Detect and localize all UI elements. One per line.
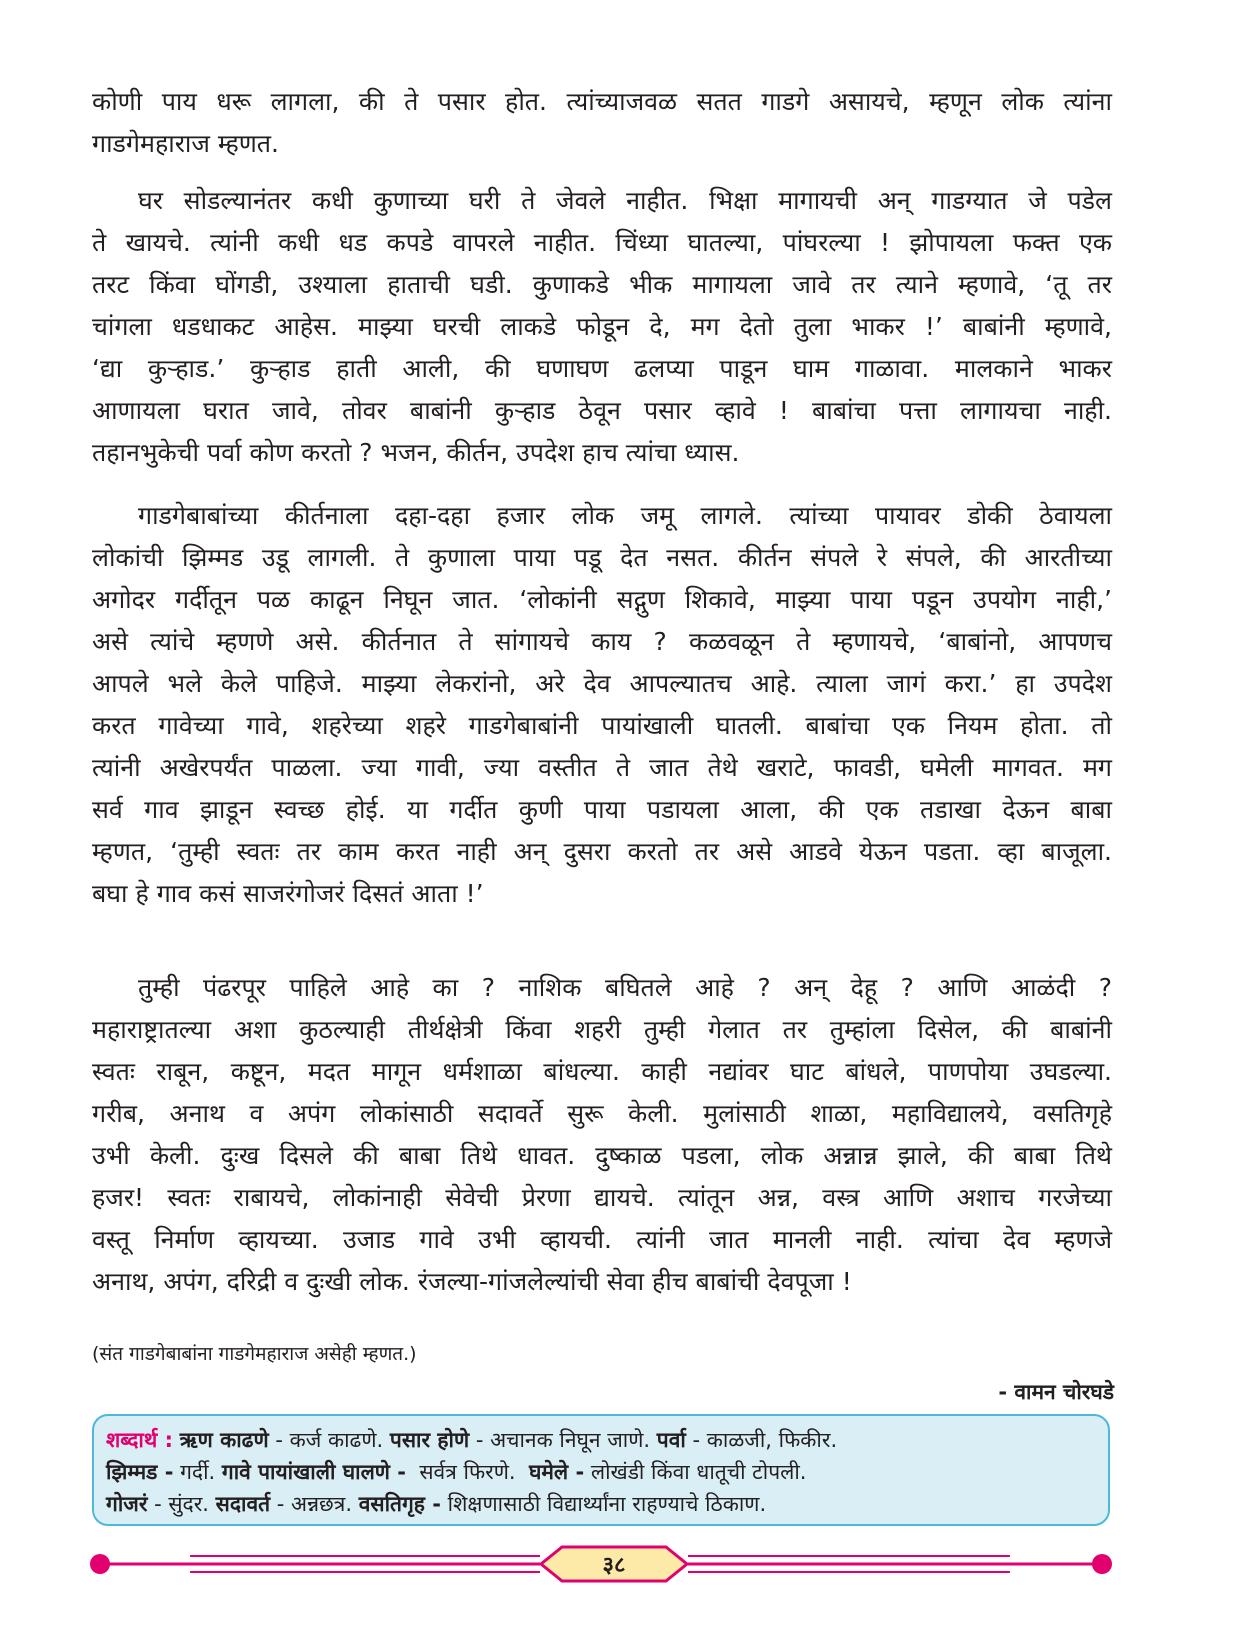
glossary-term: झिम्मड - bbox=[106, 1460, 174, 1484]
footer-dot-left bbox=[90, 1554, 110, 1574]
glossary-meaning: लोखंडी किंवा धातूची टोपली. bbox=[584, 1460, 807, 1484]
paragraph-3 bbox=[92, 495, 1112, 915]
text-line: चांगला धडधाकट आहेस. माझ्या घरची लाकडे फोडून दे, मग देतो तुला भाकर !’ बाबांनी म्हणावे, bbox=[92, 312, 1112, 341]
text-line: गाडगेमहाराज म्हणत. bbox=[92, 129, 279, 158]
glossary-meaning: - सुंदर. bbox=[147, 1492, 216, 1516]
glossary-term: ऋण काढणे bbox=[179, 1428, 269, 1452]
text-line: ते खायचे. त्यांनी कधी धड कपडे वापरले नाहीत. चिंध्या घातल्या, पांघरल्या ! झोपायला फक्त एक bbox=[92, 228, 1112, 257]
text-line: ‘द्या कुऱ्हाड.’ कुऱ्हाड हाती आली, की घणाघण ढलप्या पाडून घाम गाळावा. मालकाने भाकर bbox=[92, 354, 1112, 383]
glossary-term: पसार होणे bbox=[389, 1428, 470, 1452]
footnote: (संत गाडगेबाबांना गाडगेमहाराज असेही म्हणत.) bbox=[92, 1343, 417, 1365]
text-line: उभी केली. दुःख दिसले की बाबा तिथे धावत. दुष्काळ पडला, लोक अन्नान्न झाले, की बाबा तिथे bbox=[92, 1141, 1112, 1170]
glossary-lines bbox=[106, 1424, 1096, 1520]
text-line: वस्तू निर्माण व्हायच्या. उजाड गावे उभी व्हायची. त्यांनी जात मानली नाही. त्यांचा देव म्हणजे bbox=[92, 1225, 1112, 1254]
glossary-box bbox=[92, 1414, 1110, 1526]
text-line: अगोदर गर्दीतून पळ काढून निघून जात. ‘लोकांनी सद्गुण शिकावे, माझ्या पाया पडून उपयोग नाही,’ bbox=[92, 585, 1112, 614]
text-line: बघा हे गाव कसं साजरंगोजरं दिसतं आता !’ bbox=[92, 879, 484, 908]
text-line: आपले भले केले पाहिजे. माझ्या लेकरांनो, अरे देव आपल्यातच आहे. त्याला जागं करा.’ हा उपदेश bbox=[92, 669, 1112, 698]
glossary-meaning: - अन्नछत्र. bbox=[270, 1492, 359, 1516]
author-credit: - वामन चोरघडे bbox=[998, 1380, 1114, 1404]
text-line: गरीब, अनाथ व अपंग लोकांसाठी सदावर्ते सुरू केली. मुलांसाठी शाळा, महाविद्यालये, वसतिगृहे bbox=[92, 1099, 1112, 1128]
glossary-meaning: - कर्ज काढणे. bbox=[268, 1428, 390, 1452]
text-line: सर्व गाव झाडून स्वच्छ होई. या गर्दीत कुणी पाया पडायला आला, की एक तडाखा देऊन बाबा bbox=[92, 795, 1112, 824]
text-line: गाडगेबाबांच्या कीर्तनाला दहा-दहा हजार लोक जमू लागले. त्यांच्या पायावर डोकी ठेवायला bbox=[138, 501, 1112, 530]
text-line: म्हणत, ‘तुम्ही स्वतः तर काम करत नाही अन् दुसरा करतो तर असे आडवे येऊन पडता. व्हा बाजूला. bbox=[92, 837, 1112, 866]
text-line: स्वतः राबून, कष्टून, मदत मागून धर्मशाळा बांधल्या. काही नद्यांवर घाट बांधले, पाणपोया उघडल्या. bbox=[92, 1057, 1112, 1086]
text-line: हजर! स्वतः राबायचे, लोकांनाही सेवेची प्रेरणा द्यायचे. त्यांतून अन्न, वस्त्र आणि अशाच गरजेच्या bbox=[92, 1183, 1112, 1212]
glossary-term: सदावर्त bbox=[215, 1492, 271, 1516]
text-line: अनाथ, अपंग, दरिद्री व दुःखी लोक. रंजल्या-गांजलेल्यांची सेवा हीच बाबांची देवपूजा ! bbox=[92, 1267, 852, 1296]
text-line: करत गावेच्या गावे, शहरेच्या शहरे गाडगेबाबांनी पायांखाली घातली. बाबांचा एक नियम होता. तो bbox=[92, 711, 1112, 740]
paragraph-4 bbox=[92, 967, 1112, 1303]
text-line: त्यांनी अखेरपर्यंत पाळला. ज्या गावी, ज्या वस्तीत ते जात तेथे खराटे, फावडी, घमेली मागवत. मग bbox=[92, 753, 1112, 782]
glossary-term: गोजरं bbox=[106, 1492, 148, 1516]
glossary-meaning: - काळजी, फिकीर. bbox=[685, 1428, 838, 1452]
text-line: आणायला घरात जावे, तोवर बाबांनी कुऱ्हाड ठेवून पसार व्हावे ! बाबांचा पत्ता लागायचा नाही. bbox=[92, 396, 1112, 425]
glossary-meaning: शिक्षणासाठी विद्यार्थ्यांना राहण्याचे ठिकाण. bbox=[441, 1492, 767, 1516]
glossary-title: शब्दार्थ : bbox=[106, 1428, 173, 1452]
text-line: तुम्ही पंढरपूर पाहिले आहे का ? नाशिक बघितले आहे ? अन् देहू ? आणि आळंदी ? bbox=[138, 973, 1112, 1002]
paragraph-1 bbox=[92, 81, 1112, 165]
text-line: असे त्यांचे म्हणणे असे. कीर्तनात ते सांगायचे काय ? कळवळून ते म्हणायचे, ‘बाबांनो, आपणच bbox=[92, 627, 1112, 656]
paragraph-2 bbox=[92, 180, 1112, 474]
glossary-term: घमेले - bbox=[528, 1460, 585, 1484]
text-line: लोकांची झिम्मड उडू लागली. ते कुणाला पाया पडू देत नसत. कीर्तन संपले रे संपले, की आरतीच्या bbox=[92, 543, 1112, 572]
glossary-meaning: सर्वत्र फिरणे. bbox=[406, 1460, 529, 1484]
glossary-line bbox=[106, 1488, 1096, 1520]
page-number: ३८ bbox=[602, 1553, 626, 1578]
glossary-term: गावे पायांखाली घालणे - bbox=[221, 1460, 407, 1484]
glossary-line bbox=[106, 1456, 1096, 1488]
text-line: तरट किंवा घोंगडी, उश्याला हाताची घडी. कुणाकडे भीक मागायला जावे तर त्याने म्हणावे, ‘तू तर bbox=[92, 270, 1112, 299]
glossary-meaning: गर्दी. bbox=[173, 1460, 222, 1484]
text-line: महाराष्ट्रातल्या अशा कुठल्याही तीर्थक्षेत्री किंवा शहरी तुम्ही गेलात तर तुम्हांला दिसेल, की बाबांनी bbox=[92, 1015, 1112, 1044]
text-line: कोणी पाय धरू लागला, की ते पसार होत. त्यांच्याजवळ सतत गाडगे असायचे, म्हणून लोक त्यांना bbox=[92, 87, 1112, 116]
glossary-term: वसतिगृह - bbox=[358, 1492, 441, 1516]
text-line: घर सोडल्यानंतर कधी कुणाच्या घरी ते जेवले नाहीत. भिक्षा मागायची अन् गाडग्यात जे पडेल bbox=[138, 186, 1112, 215]
glossary-term: पर्वा bbox=[656, 1428, 686, 1452]
glossary-meaning: - अचानक निघून जाणे. bbox=[469, 1428, 657, 1452]
footer-dot-right bbox=[1092, 1554, 1112, 1574]
text-line: तहानभुकेची पर्वा कोण करतो ? भजन, कीर्तन, उपदेश हाच त्यांचा ध्यास. bbox=[92, 438, 740, 467]
glossary-line bbox=[106, 1424, 1096, 1456]
